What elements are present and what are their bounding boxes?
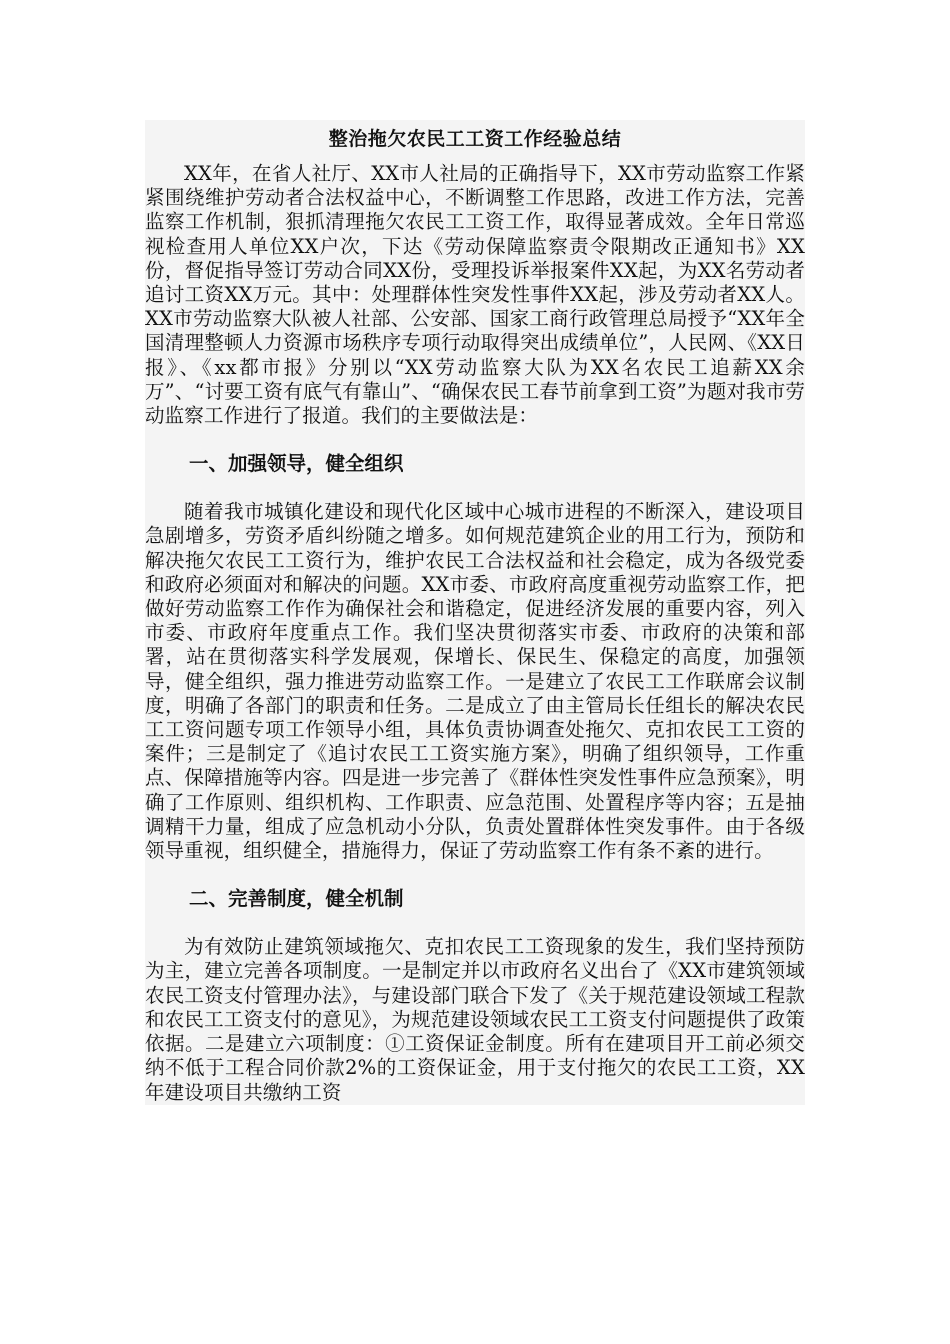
paragraph-spacer xyxy=(145,863,805,885)
section-heading-2: 二、完善制度，健全机制 xyxy=(189,887,404,911)
section2-paragraph: 为有效防止建筑领域拖欠、克扣农民工工资现象的发生，我们坚持预防为主，建立完善各项制度。一是制定并以市政府名义出台了《XX市建筑领域农民工资支付管理办法》，与建设部门联合下发了《关于规范建设领域工程款和农民工工资支付的意见》，为规范建设领域农民工工资支付问题提供了政策依据。二是建立六项制度：①工资保证金制度。所有在建项目开工前必须交纳不低于工程合同价款2%的工资保证金，用于支付拖欠的农民工工资，XX年建设项目共缴纳工资 xyxy=(145,935,805,1104)
paragraph-spacer xyxy=(145,478,805,500)
section-heading-1: 一、加强领导，健全组织 xyxy=(189,452,404,476)
document-title: 整治拖欠农民工工资工作经验总结 xyxy=(328,128,622,150)
intro-paragraph: XX年，在省人社厅、XX市人社局的正确指导下，XX市劳动监察工作紧紧围绕维护劳动者合法权益中心，不断调整工作思路，改进工作方法，完善监察工作机制，狠抓清理拖欠农民工工资工作，取得显著成效。全年日常巡视检查用人单位XX户次，下达《劳动保障监察责令限期改正通知书》XX份，督促指导签订劳动合同XX份，受理投诉举报案件XX起，为XX名劳动者追讨工资XX万元。其中：处理群体性突发性事件XX起，涉及劳动者XX人。XX市劳动监察大队被人社部、公安部、国家工商行政管理总局授予“XX年全国清理整顿人力资源市场秩序专项行动取得突出成绩单位”，人民网、《XX日报》、《xx都市报》分别以“XX劳动监察大队为XX名农民工追薪XX余万”、“讨要工资有底气有靠山”、“确保农民工春节前拿到工资”为题对我市劳动监察工作进行了报道。我们的主要做法是： xyxy=(145,162,805,428)
document-body xyxy=(145,120,805,1105)
paragraph-spacer xyxy=(145,428,805,450)
paragraph-spacer xyxy=(145,913,805,935)
section1-paragraph: 随着我市城镇化建设和现代化区域中心城市进程的不断深入，建设项目急剧增多，劳资矛盾纠纷随之增多。如何规范建筑企业的用工行为，预防和解决拖欠农民工工资行为，维护农民工合法权益和社会稳定，成为各级党委和政府必须面对和解决的问题。XX市委、市政府高度重视劳动监察工作，把做好劳动监察工作作为确保社会和谐稳定，促进经济发展的重要内容，列入市委、市政府年度重点工作。我们坚决贯彻落实市委、市政府的决策和部署，站在贯彻落实科学发展观，保增长、保民生、保稳定的高度，加强领导，健全组织，强力推进劳动监察工作。一是建立了农民工工作联席会议制度，明确了各部门的职责和任务。二是成立了由主管局长任组长的解决农民工工资问题专项工作领导小组，具体负责协调查处拖欠、克扣农民工工资的案件；三是制定了《追讨农民工工资实施方案》，明确了组织领导，工作重点、保障措施等内容。四是进一步完善了《群体性突发性事件应急预案》，明确了工作原则、组织机构、工作职责、应急范围、处置程序等内容；五是抽调精干力量，组成了应急机动小分队，负责处置群体性突发事件。由于各级领导重视，组织健全，措施得力，保证了劳动监察工作有条不紊的进行。 xyxy=(145,500,805,863)
